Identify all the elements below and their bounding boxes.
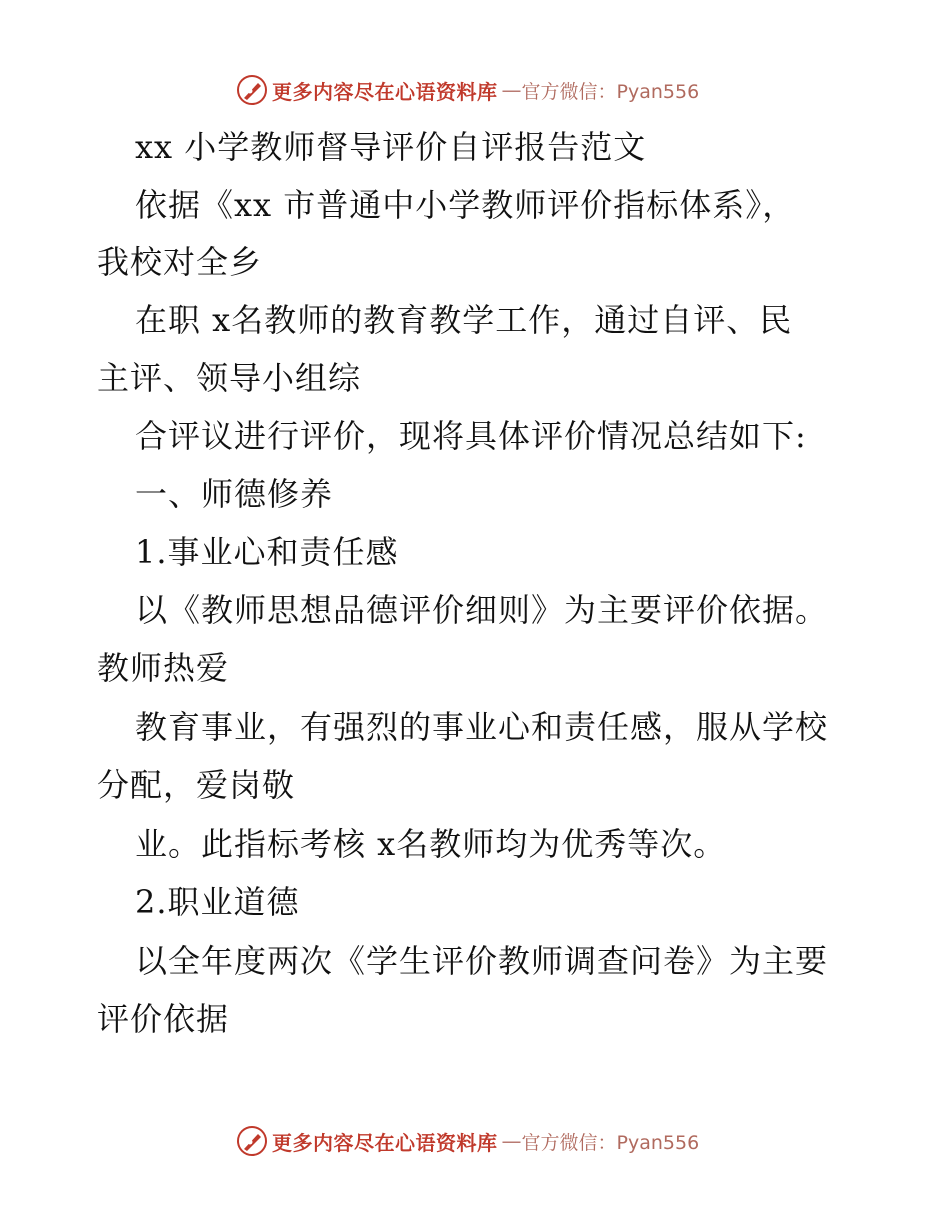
paragraph-line: 分配，爱岗敬 (97, 766, 296, 804)
quill-pen-icon (236, 1125, 268, 1157)
paragraph-line: 合评议进行评价，现将具体评价情况总结如下: (135, 417, 807, 455)
banner-separator: — (501, 1129, 522, 1153)
paragraph-line: 以全年度两次《学生评价教师调查问卷》为主要 (135, 942, 829, 980)
footer-watermark-banner (236, 1124, 699, 1158)
paragraph-line: 评价依据 (97, 1000, 230, 1038)
header-watermark-banner (236, 73, 699, 107)
subsection-heading: 1.事业心和责任感 (135, 533, 399, 571)
paragraph-line: 依据《xx 市普通中小学教师评价指标体系》， (135, 186, 796, 224)
paragraph-line: 以《教师思想品德评价细则》为主要评价依据。 (135, 591, 829, 629)
paragraph-line: 我校对全乡 (97, 243, 263, 281)
brand-name: 更多内容尽在心语资料库 (272, 1130, 498, 1155)
paragraph-line: 教师热爱 (97, 649, 230, 687)
paragraph-line: 在职 x名教师的教育教学工作，通过自评、民 (135, 301, 793, 339)
paragraph-line: 业。此指标考核 x名教师均为优秀等次。 (135, 825, 727, 863)
document-title: xx 小学教师督导评价自评报告范文 (135, 128, 647, 166)
wechat-contact: 官方微信：Pyan556 (521, 80, 700, 103)
paragraph-line: 教育事业，有强烈的事业心和责任感，服从学校 (135, 708, 829, 746)
wechat-contact: 官方微信：Pyan556 (521, 1131, 700, 1154)
quill-pen-icon (236, 74, 268, 106)
banner-separator: — (501, 78, 522, 102)
subsection-heading: 2.职业道德 (135, 883, 300, 921)
paragraph-line: 主评、领导小组综 (97, 359, 362, 397)
section-heading: 一、师德修养 (135, 475, 334, 513)
brand-name: 更多内容尽在心语资料库 (272, 79, 498, 104)
